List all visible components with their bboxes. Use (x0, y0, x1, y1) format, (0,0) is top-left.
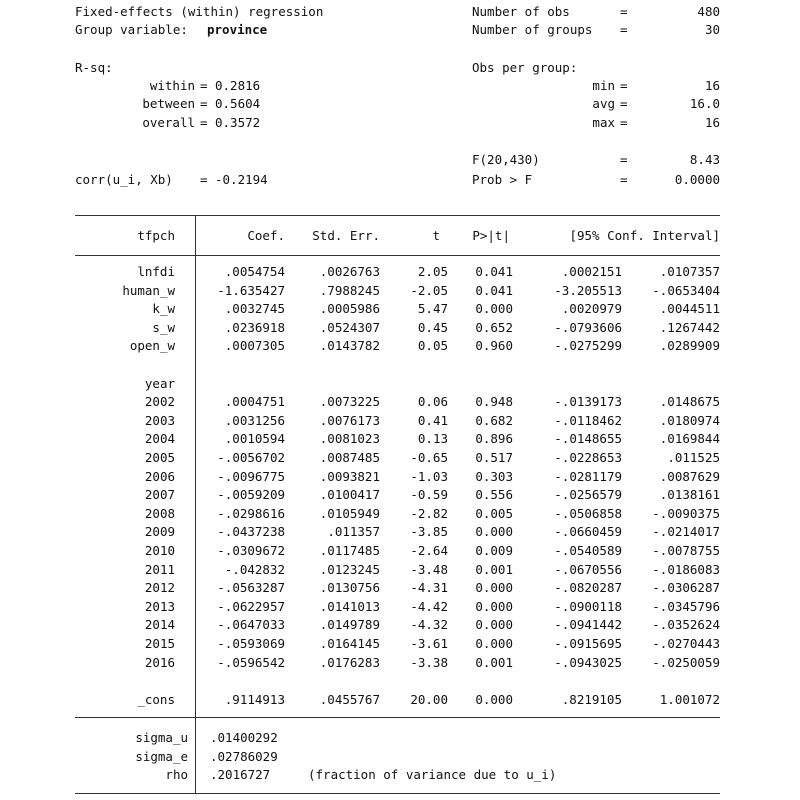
table-row (0, 321, 800, 339)
ci-upper-cell: .1267442 (659, 319, 720, 335)
ci-upper-cell: -.0270443 (652, 636, 720, 651)
coef-cell: .9114913 (224, 691, 285, 707)
ci-lower-cell: .0020979 (561, 301, 622, 317)
t-cell: -2.64 (410, 543, 448, 558)
coef-cell: -.0647033 (217, 617, 285, 633)
between-value: 0.5604 (215, 96, 261, 111)
ci-upper-cell: .0107357 (659, 264, 720, 279)
stderr-cell: .0081023 (319, 431, 380, 447)
equals-sign: = (200, 115, 208, 130)
row-label: 2002 (144, 394, 175, 410)
stderr-cell: .0073225 (319, 394, 380, 410)
t-cell: 20.00 (410, 691, 448, 707)
t-cell: -0.65 (410, 450, 448, 465)
col-header-conf-interval: [95% Conf. Interval] (569, 228, 720, 243)
ci-upper-cell: -.0345796 (652, 598, 720, 614)
stderr-cell: .0005986 (319, 301, 380, 317)
ci-upper-cell: -.0653404 (652, 282, 720, 298)
ci-lower-cell: -.0148655 (554, 431, 622, 447)
row-label: 2004 (144, 431, 175, 447)
coef-cell: -.0298616 (217, 505, 285, 521)
table-row (0, 618, 800, 636)
table-row (0, 284, 800, 302)
nobs-value: 480 (697, 4, 720, 19)
row-label: 2009 (144, 524, 175, 540)
p-cell: 0.000 (475, 691, 513, 707)
coef-cell: .0031256 (224, 412, 285, 428)
stderr-cell: .0455767 (319, 691, 380, 707)
row-label: _cons (137, 691, 175, 707)
p-cell: 0.001 (475, 561, 513, 577)
table-row (0, 507, 800, 525)
coef-cell: -.0596542 (217, 654, 285, 670)
stderr-cell: .0149789 (319, 617, 380, 633)
ci-upper-cell: .0289909 (659, 338, 720, 354)
prob-f-value: 0.0000 (674, 172, 720, 187)
ci-lower-cell: -.0118462 (554, 412, 622, 428)
table-row (0, 488, 800, 506)
table-row (0, 339, 800, 357)
row-label: k_w (152, 301, 175, 317)
table-top-rule (75, 215, 720, 216)
p-cell: 0.960 (475, 338, 513, 354)
coef-cell: -.0437238 (217, 524, 285, 540)
obs-per-group-label: Obs per group: (472, 60, 578, 75)
p-cell: 0.948 (475, 394, 513, 410)
coef-cell: .0236918 (224, 319, 285, 335)
ngroups-value: 30 (704, 22, 720, 37)
ci-upper-cell: -.0250059 (652, 654, 720, 670)
ci-upper-cell: 1.001072 (659, 691, 720, 707)
coef-cell: .0004751 (224, 394, 285, 410)
coef-cell: .0007305 (224, 338, 285, 354)
stderr-cell: .0524307 (319, 319, 380, 335)
coef-cell: -.0056702 (217, 450, 285, 465)
stderr-cell: .0123245 (319, 561, 380, 577)
row-label: 2011 (144, 561, 175, 577)
stderr-cell: .0026763 (319, 264, 380, 279)
table-row (0, 637, 800, 655)
row-label: 2016 (144, 654, 175, 670)
t-cell: -3.61 (410, 636, 448, 651)
table-header-rule (75, 255, 720, 256)
coef-cell: -.0096775 (217, 468, 285, 484)
table-row (0, 470, 800, 488)
col-header-coef: Coef. (247, 228, 285, 243)
t-cell: -4.31 (410, 580, 448, 596)
p-cell: 0.000 (475, 524, 513, 540)
sigma-u-label: sigma_u (135, 730, 188, 745)
p-cell: 0.041 (475, 282, 513, 298)
equals-sign: = (620, 22, 628, 37)
table-row (0, 600, 800, 618)
stderr-cell: .0130756 (319, 580, 380, 596)
rho-note: (fraction of variance due to u_i) (308, 767, 557, 782)
coef-cell: -1.635427 (217, 282, 285, 298)
coef-cell: .0054754 (224, 264, 285, 279)
ci-upper-cell: -.0352624 (652, 617, 720, 633)
group-variable-label: Group variable: (75, 22, 188, 37)
stderr-cell: .0076173 (319, 412, 380, 428)
t-cell: -3.38 (410, 654, 448, 670)
p-cell: 0.000 (475, 617, 513, 633)
row-label: year (144, 375, 175, 391)
ci-upper-cell: -.0214017 (652, 524, 720, 540)
ci-upper-cell: .0044511 (659, 301, 720, 317)
table-row (0, 414, 800, 432)
equals-sign: = (620, 152, 628, 167)
t-cell: 5.47 (417, 301, 448, 317)
ci-lower-cell: -.0670556 (554, 561, 622, 577)
p-cell: 0.682 (475, 412, 513, 428)
ci-lower-cell: -.0915695 (554, 636, 622, 651)
stderr-cell: .0087485 (319, 450, 380, 465)
rho-value: .2016727 (210, 767, 271, 782)
coef-cell: .0010594 (224, 431, 285, 447)
ci-upper-cell: .011525 (667, 450, 720, 465)
col-header-stderr: Std. Err. (312, 228, 380, 243)
rsq-label: R-sq: (75, 60, 113, 75)
table-row (0, 377, 800, 395)
row-label: human_w (122, 282, 175, 298)
ci-lower-cell: -.0941442 (554, 617, 622, 633)
equals-sign: = (200, 96, 208, 111)
ci-upper-cell: -.0090375 (652, 505, 720, 521)
stderr-cell: .0093821 (319, 468, 380, 484)
min-label: min (592, 78, 615, 93)
corr-label: corr(u_i, Xb) (75, 172, 173, 187)
equals-sign: = (200, 78, 208, 93)
ci-upper-cell: .0087629 (659, 468, 720, 484)
ci-upper-cell: .0138161 (659, 487, 720, 503)
table-row (0, 451, 800, 469)
p-cell: 0.896 (475, 431, 513, 447)
p-cell: 0.005 (475, 505, 513, 521)
coef-cell: -.042832 (224, 561, 285, 577)
p-cell: 0.000 (475, 301, 513, 317)
table-row (0, 302, 800, 320)
between-label: between (142, 96, 195, 111)
coef-cell: -.0622957 (217, 598, 285, 614)
p-cell: 0.041 (475, 264, 513, 279)
ci-lower-cell: -.0943025 (554, 654, 622, 670)
max-value: 16 (704, 115, 720, 130)
table-row (0, 525, 800, 543)
t-cell: 0.45 (417, 319, 448, 335)
row-label: 2005 (144, 450, 175, 465)
p-cell: 0.001 (475, 654, 513, 670)
ci-lower-cell: -.0506858 (554, 505, 622, 521)
coef-cell: -.0309672 (217, 543, 285, 558)
ci-lower-cell: -.0793606 (554, 319, 622, 335)
table-row (0, 656, 800, 674)
t-cell: 2.05 (417, 264, 448, 279)
col-header-depvar: tfpch (137, 228, 175, 243)
row-label: open_w (129, 338, 175, 354)
row-label: 2013 (144, 598, 175, 614)
stderr-cell: .0117485 (319, 543, 380, 558)
ci-lower-cell: .0002151 (561, 264, 622, 279)
row-label: 2015 (144, 636, 175, 651)
stderr-cell: .0176283 (319, 654, 380, 670)
t-cell: -2.05 (410, 282, 448, 298)
row-label: 2012 (144, 580, 175, 596)
ci-lower-cell: -.0275299 (554, 338, 622, 354)
overall-label: overall (142, 115, 195, 130)
p-cell: 0.009 (475, 543, 513, 558)
equals-sign: = (620, 4, 628, 19)
prob-f-label: Prob > F (472, 172, 533, 187)
table-row (0, 544, 800, 562)
max-label: max (592, 115, 615, 130)
ci-upper-cell: .0180974 (659, 412, 720, 428)
t-cell: -0.59 (410, 487, 448, 503)
row-label: 2007 (144, 487, 175, 503)
t-cell: -2.82 (410, 505, 448, 521)
stderr-cell: .0105949 (319, 505, 380, 521)
row-label: lnfdi (137, 264, 175, 279)
f-stat-label: F(20,430) (472, 152, 540, 167)
nobs-label: Number of obs (472, 4, 570, 19)
equals-sign: = (620, 78, 628, 93)
f-stat-value: 8.43 (689, 152, 720, 167)
within-value: 0.2816 (215, 78, 261, 93)
ci-upper-cell: -.0186083 (652, 561, 720, 577)
t-cell: 0.13 (417, 431, 448, 447)
p-cell: 0.000 (475, 636, 513, 651)
t-cell: 0.06 (417, 394, 448, 410)
stderr-cell: .0143782 (319, 338, 380, 354)
table-row (0, 581, 800, 599)
t-cell: -3.85 (410, 524, 448, 540)
avg-value: 16.0 (689, 96, 720, 111)
equals-sign: = (620, 96, 628, 111)
group-variable-value: province (207, 22, 268, 37)
p-cell: 0.000 (475, 580, 513, 596)
min-value: 16 (704, 78, 720, 93)
t-cell: -4.42 (410, 598, 448, 614)
table-row (0, 265, 800, 283)
stderr-cell: .7988245 (319, 282, 380, 298)
equals-sign: = (620, 172, 628, 187)
table-bottom-rule (75, 793, 720, 794)
coef-cell: .0032745 (224, 301, 285, 317)
ci-upper-cell: -.0306287 (652, 580, 720, 596)
sigma-e-value: .02786029 (210, 749, 278, 764)
ngroups-label: Number of groups (472, 22, 593, 37)
stderr-cell: .011357 (327, 524, 380, 540)
col-header-p: P>|t| (472, 228, 510, 243)
ci-lower-cell: -.0281179 (554, 468, 622, 484)
ci-lower-cell: -.0900118 (554, 598, 622, 614)
t-cell: 0.05 (417, 338, 448, 354)
t-cell: 0.41 (417, 412, 448, 428)
ci-lower-cell: -.0660459 (554, 524, 622, 540)
stderr-cell: .0141013 (319, 598, 380, 614)
ci-lower-cell: -.0820287 (554, 580, 622, 596)
ci-lower-cell: .8219105 (561, 691, 622, 707)
table-row (0, 693, 800, 711)
p-cell: 0.556 (475, 487, 513, 503)
p-cell: 0.303 (475, 468, 513, 484)
row-label: 2006 (144, 468, 175, 484)
table-footer-rule (75, 717, 720, 718)
ci-lower-cell: -.0228653 (554, 450, 622, 465)
t-cell: -1.03 (410, 468, 448, 484)
within-label: within (149, 78, 195, 93)
ci-upper-cell: -.0078755 (652, 543, 720, 558)
row-label: 2003 (144, 412, 175, 428)
col-header-t: t (432, 228, 440, 243)
p-cell: 0.000 (475, 598, 513, 614)
t-cell: -4.32 (410, 617, 448, 633)
ci-upper-cell: .0148675 (659, 394, 720, 410)
table-row (0, 432, 800, 450)
ci-upper-cell: .0169844 (659, 431, 720, 447)
corr-value: -0.2194 (215, 172, 268, 187)
ci-lower-cell: -.0540589 (554, 543, 622, 558)
coef-cell: -.0563287 (217, 580, 285, 596)
avg-label: avg (592, 96, 615, 111)
row-label: 2008 (144, 505, 175, 521)
stderr-cell: .0100417 (319, 487, 380, 503)
t-cell: -3.48 (410, 561, 448, 577)
equals-sign: = (620, 115, 628, 130)
stderr-cell: .0164145 (319, 636, 380, 651)
row-label: 2010 (144, 543, 175, 558)
rho-label: rho (165, 767, 188, 782)
table-row (0, 563, 800, 581)
equals-sign: = (200, 172, 208, 187)
p-cell: 0.517 (475, 450, 513, 465)
regression-title: Fixed-effects (within) regression (75, 4, 324, 19)
row-label: 2014 (144, 617, 175, 633)
sigma-u-value: .01400292 (210, 730, 278, 745)
coef-cell: -.0593069 (217, 636, 285, 651)
ci-lower-cell: -.0139173 (554, 394, 622, 410)
row-label: s_w (152, 319, 175, 335)
ci-lower-cell: -3.205513 (554, 282, 622, 298)
table-row (0, 395, 800, 413)
ci-lower-cell: -.0256579 (554, 487, 622, 503)
p-cell: 0.652 (475, 319, 513, 335)
coef-cell: -.0059209 (217, 487, 285, 503)
sigma-e-label: sigma_e (135, 749, 188, 764)
overall-value: 0.3572 (215, 115, 261, 130)
